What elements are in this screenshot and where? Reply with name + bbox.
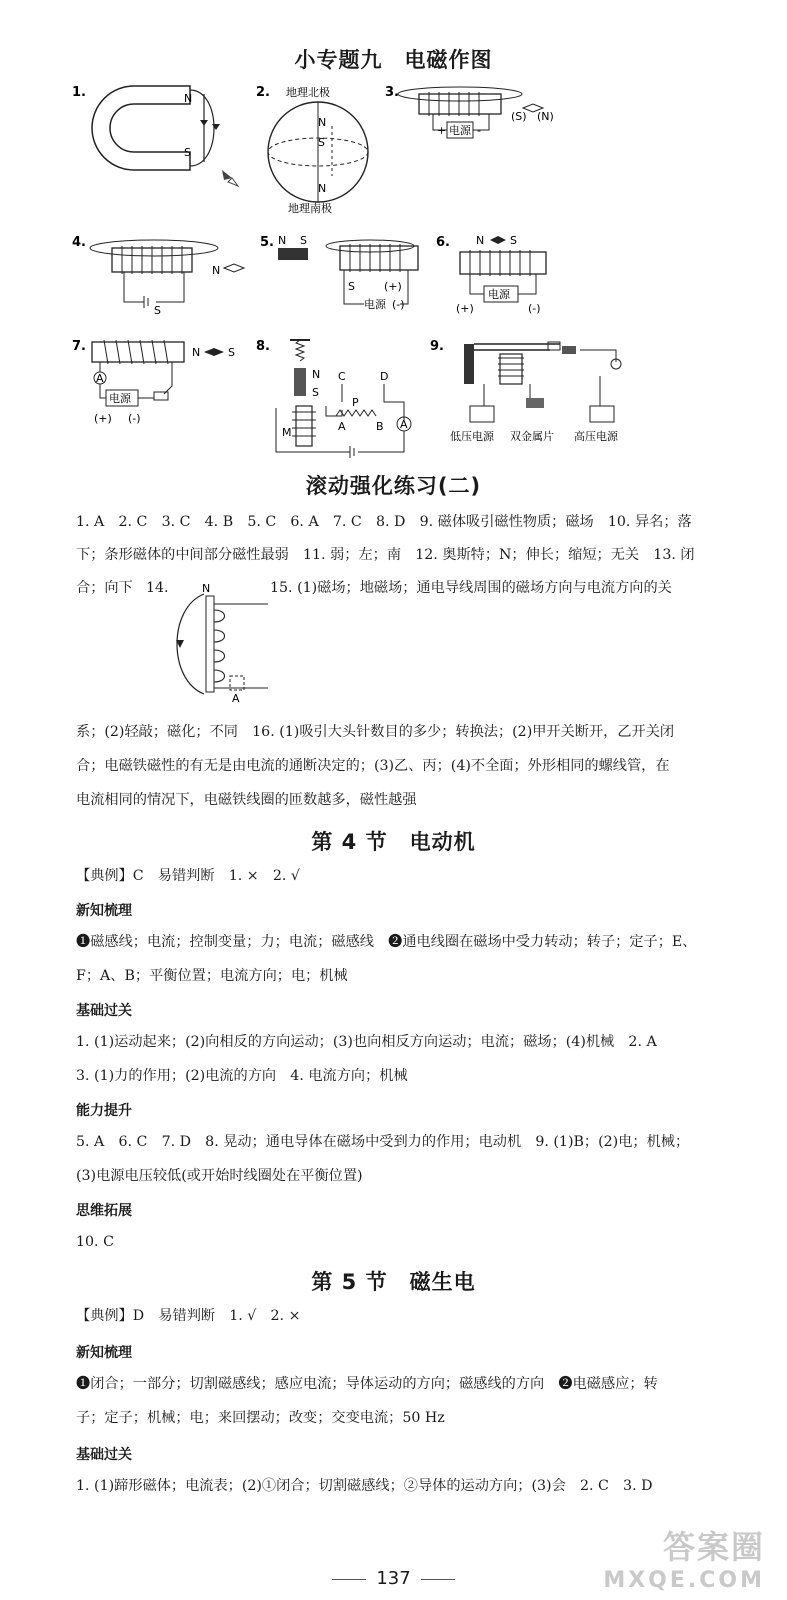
- figure-8-label-a: A: [338, 420, 346, 433]
- figure-2-label-n2: N: [318, 182, 327, 195]
- figure-2-number: 2.: [256, 85, 270, 100]
- figure-6-label-n: N: [476, 234, 485, 247]
- figure-14-solenoid: [168, 578, 278, 708]
- figure-3-solenoid: [385, 82, 585, 162]
- sec5-heading-basic: 基础过关: [76, 1447, 132, 1463]
- figure-7-label-n: N: [192, 346, 201, 359]
- figure-2-earth: [256, 80, 381, 220]
- rolling-line-2: 下；条形磁体的中间部分磁性最弱 11. 弱；左；南 12. 奥斯特；N；伸长；缩短；无关 13. 闭: [76, 547, 695, 563]
- figure-1-label-n: N: [184, 92, 193, 105]
- section-4-title: 第 4 节 电动机: [311, 830, 476, 854]
- figure-3-label-s: (S): [511, 110, 527, 123]
- figure-8-label-s: S: [312, 386, 319, 399]
- section-5-title: 第 5 节 磁生电: [311, 1270, 476, 1294]
- compass-needle-icon: [224, 264, 244, 272]
- sec4-heading-knowledge: 新知梳理: [76, 903, 132, 919]
- figure-7-ammeter: A: [96, 372, 104, 385]
- sec4-example: 【典例】C 易错判断 1. × 2. √: [76, 868, 300, 884]
- sec5-knowledge-line-2: 子；定子；机械；电；来回摆动；改变；交变电流；50 Hz: [76, 1410, 445, 1426]
- figure-2-label-n: N: [318, 116, 327, 129]
- figure-14-label-a: A: [232, 692, 240, 705]
- figure-4-number: 4.: [72, 235, 86, 250]
- figure-2-label-s: S: [318, 136, 325, 149]
- figure-7-solenoid: [72, 336, 252, 431]
- figure-6-minus: (-): [528, 302, 541, 315]
- sec4-ability-line-2: (3)电源电压较低(或开始时线圈处在平衡位置): [76, 1168, 363, 1184]
- rolling-q15-part1: 15. (1)磁场；地磁场；通电导线周围的磁场方向与电流方向的关: [270, 580, 672, 596]
- rolling-line-3: 合；向下: [76, 580, 133, 596]
- figure-6-label-s: S: [510, 234, 517, 247]
- sec4-knowledge-line-1: ❶磁感线；电流；控制变量；力；电流；磁感线 ❷通电线圈在磁场中受力转动；转子；定子；E、: [76, 934, 697, 950]
- figure-3-power-label: 电源: [449, 124, 471, 137]
- sec5-basic-line-1: 1. (1)蹄形磁体；电流表；(2)①闭合；切割磁感线；②导体的运动方向；(3)会 2. C 3. D: [76, 1478, 653, 1494]
- figure-3-number: 3.: [385, 85, 399, 100]
- sec4-basic-line-1: 1. (1)运动起来；(2)向相反的方向运动；(3)也向相反方向运动；电流；磁场；(4)机械 2. A: [76, 1034, 657, 1050]
- figure-6-plus: (+): [456, 302, 474, 315]
- figure-8-label-b: B: [376, 420, 384, 433]
- figure-5-plus: (+): [384, 280, 402, 293]
- figure-6-solenoid: [436, 232, 576, 317]
- figure-5-solenoid: [260, 232, 430, 317]
- figure-14-number: 14.: [146, 580, 169, 596]
- rolling-line-4: 系；(2)轻敲；磁化；不同 16. (1)吸引大头针数目的多少；转换法；(2)甲开关断开，乙开关闭: [76, 724, 675, 740]
- compass-needle-icon: [204, 348, 224, 356]
- figure-8-label-m: M: [282, 426, 292, 439]
- rolling-title: 滚动强化练习(二): [305, 474, 482, 498]
- figure-8-ammeter: A: [400, 418, 408, 431]
- figure-8-label-c: C: [338, 370, 346, 383]
- figure-5-power-label: 电源: [364, 298, 386, 311]
- figure-5-number: 5.: [260, 235, 274, 250]
- figure-1-label-s: S: [184, 146, 191, 159]
- figure-6-power-label: 电源: [488, 288, 510, 301]
- sec4-extension-line-1: 10. C: [76, 1234, 114, 1250]
- rolling-line-5: 合；电磁铁磁性的有无是由电流的通断决定的；(3)乙、丙；(4)不全面；外形相同的螺线管，在: [76, 758, 670, 774]
- sec4-basic-line-2: 3. (1)力的作用；(2)电流的方向 4. 电流方向；机械: [76, 1068, 408, 1084]
- sec5-knowledge-line-1: ❶闭合；一部分；切割磁感线；感应电流；导体运动的方向；磁感线的方向 ❷电磁感应；转: [76, 1376, 658, 1392]
- figure-2-south-pole: 地理南极: [288, 202, 332, 215]
- watermark-line-2: MXQE.COM: [603, 1568, 765, 1593]
- figure-7-number: 7.: [72, 339, 86, 354]
- figure-8-electromagnet: [256, 336, 416, 461]
- sec4-ability-line-1: 5. A 6. C 7. D 8. 晃动；通电导体在磁场中受到力的作用；电动机 9. (1)B；(2)电；机械；: [76, 1134, 690, 1150]
- rolling-line-1: 1. A 2. C 3. C 4. B 5. C 6. A 7. C 8. D 9. 磁体吸引磁性物质；磁场 10. 异名；落: [76, 514, 692, 530]
- sec4-heading-basic: 基础过关: [76, 1003, 132, 1019]
- figure-7-label-s: S: [228, 346, 235, 359]
- figure-5-magnet-n: N: [278, 234, 287, 247]
- figure-7-minus: (-): [128, 412, 141, 425]
- figure-4-solenoid: [72, 232, 252, 317]
- figure-7-plus: (+): [94, 412, 112, 425]
- figure-1-number: 1.: [72, 85, 86, 100]
- watermark: [603, 1522, 765, 1593]
- compass-needle-icon: [490, 236, 506, 244]
- figure-3-minus: -: [477, 124, 481, 137]
- figure-1-u-magnet: [72, 80, 252, 190]
- figure-5-minus: (-): [392, 298, 405, 311]
- sec4-heading-extension: 思维拓展: [76, 1203, 132, 1219]
- figure-6-number: 6.: [436, 235, 450, 250]
- figure-9-bimetal: 双金属片: [510, 430, 554, 443]
- page-number-text: 137: [376, 1568, 411, 1589]
- figure-3-plus: +: [437, 124, 447, 137]
- figure-5-switch-s: S: [348, 280, 355, 293]
- figure-9-high-voltage: 高压电源: [574, 430, 618, 443]
- figure-8-label-p: P: [352, 396, 359, 409]
- figure-9-number: 9.: [430, 339, 444, 354]
- figure-9-low-voltage: 低压电源: [450, 430, 494, 443]
- figure-4-switch-s: S: [154, 304, 161, 317]
- figure-4-label-n: N: [212, 264, 221, 277]
- sec5-example: 【典例】D 易错判断 1. √ 2. ×: [76, 1308, 301, 1324]
- figure-8-number: 8.: [256, 339, 270, 354]
- figure-14-label-n: N: [202, 582, 211, 595]
- sec4-heading-ability: 能力提升: [76, 1103, 132, 1119]
- sec4-knowledge-line-2: F；A、B；平衡位置；电流方向；电；机械: [76, 968, 348, 984]
- figure-7-power-label: 电源: [109, 392, 131, 405]
- figure-9-relay: [430, 336, 640, 461]
- sec5-heading-knowledge: 新知梳理: [76, 1345, 132, 1361]
- figure-8-label-n: N: [312, 368, 321, 381]
- figure-2-north-pole: 地理北极: [286, 86, 330, 99]
- figure-8-label-d: D: [380, 370, 389, 383]
- figure-5-magnet-s: S: [300, 234, 307, 247]
- figure-3-label-n: (N): [537, 110, 554, 123]
- rolling-line-6: 电流相同的情况下，电磁铁线圈的匝数越多，磁性越强: [76, 792, 417, 808]
- topic9-title: 小专题九 电磁作图: [294, 48, 493, 72]
- watermark-line-1: 答案圈: [662, 1528, 765, 1566]
- compass-needle-icon: [222, 170, 232, 180]
